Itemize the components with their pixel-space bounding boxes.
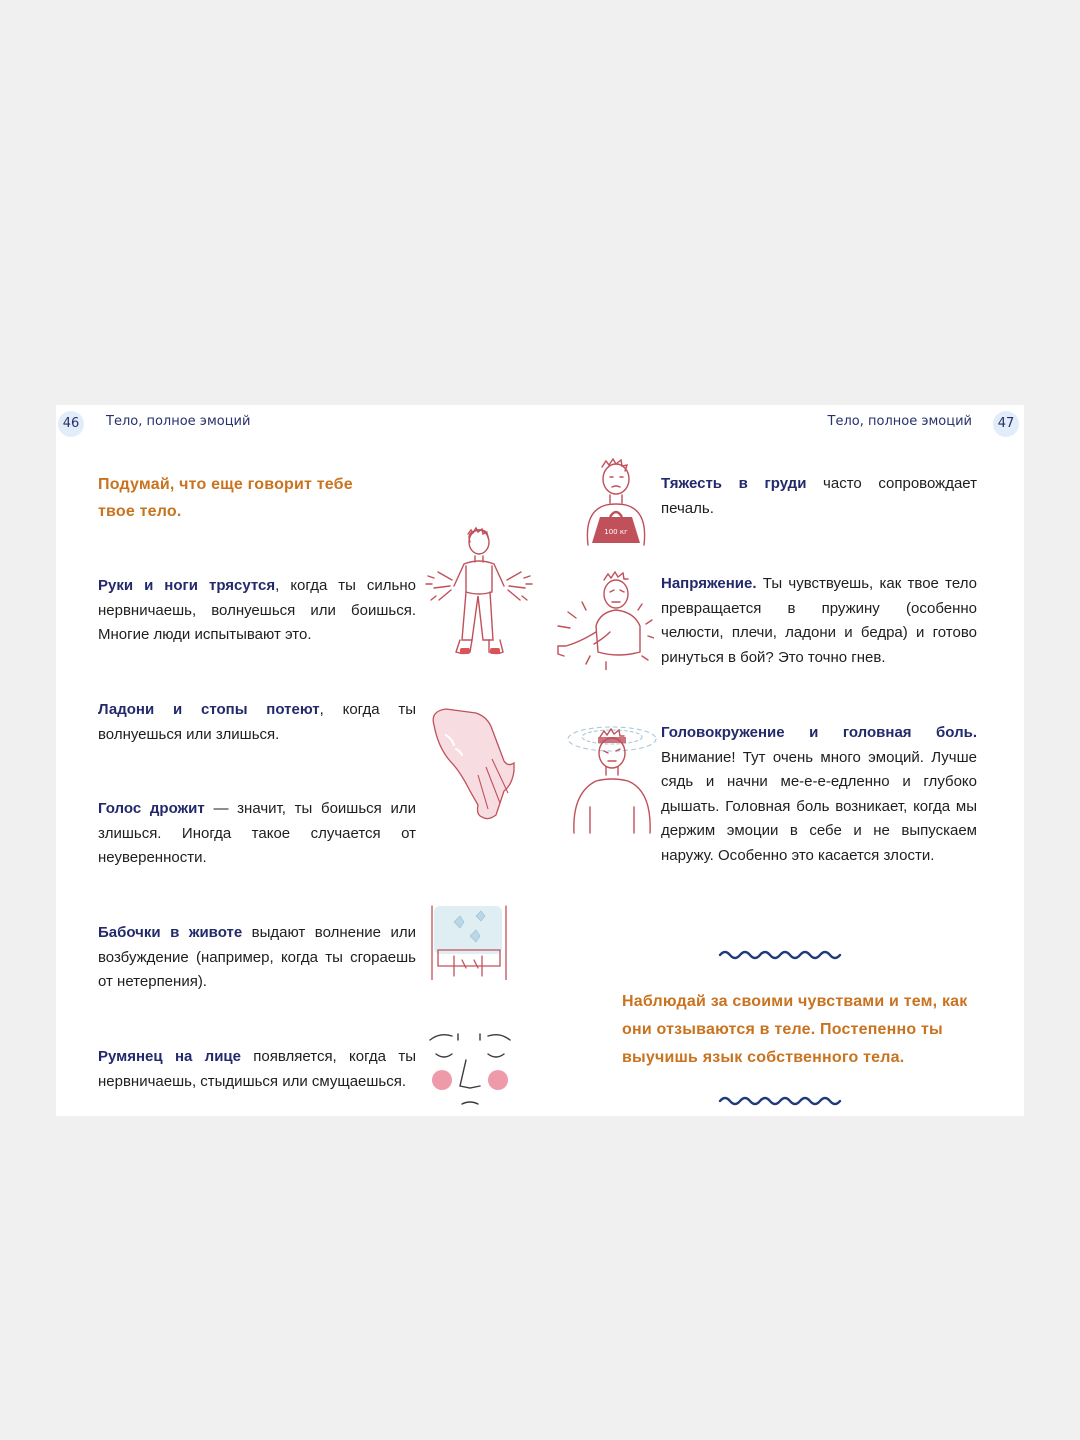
heavy-chest-illustration <box>570 455 662 551</box>
paragraph-sweating <box>98 698 416 747</box>
butterflies-belly-illustration <box>426 902 512 980</box>
text: Ты чувствуешь, как твое тело превращается в пружину (особенно челюсти, плечи, ладони и бедра) и готово ринуться в бой? Это точно гнев. <box>661 575 977 666</box>
term: Румянец на лице <box>98 1048 241 1065</box>
weight-label: 100 кг <box>604 528 628 536</box>
right-page-number: 47 <box>993 411 1019 437</box>
blushing-face-illustration <box>428 1030 518 1112</box>
wave-divider-top <box>718 948 846 962</box>
paragraph-tension <box>661 572 977 670</box>
text: часто сопровождает печаль. <box>661 475 977 517</box>
right-running-title: Тело, полное эмоций <box>827 414 972 429</box>
text: появляется, когда ты нервничаешь, стыдишься или смущаешься. <box>98 1048 416 1090</box>
paragraph-blush <box>98 1045 416 1094</box>
dizzy-figure-illustration <box>562 723 662 835</box>
term: Напряжение. <box>661 575 757 592</box>
text: — значит, ты боишься или злишься. Иногда такое случается от неуверенности. <box>98 800 416 866</box>
term: Тяжесть в груди <box>661 475 807 492</box>
left-page-number: 46 <box>58 411 84 437</box>
term: Головокружение и головная боль. <box>661 724 977 741</box>
term: Голос дрожит <box>98 800 205 817</box>
intro-heading: Подумай, что еще говорит тебе твое тело. <box>98 476 353 520</box>
term: Бабочки в животе <box>98 924 243 941</box>
paragraph-dizziness <box>661 721 977 868</box>
paragraph-shaking <box>98 574 416 648</box>
paragraph-chest <box>661 472 977 521</box>
term: Ладони и стопы потеют <box>98 701 320 718</box>
paragraph-butterflies <box>98 921 416 995</box>
term: Руки и ноги трясутся <box>98 577 276 594</box>
closing-text: Наблюдай за своими чувствами и тем, как они отзываются в теле. Постепенно ты выучишь язык собственного тела. <box>622 993 968 1066</box>
wave-divider-bottom <box>718 1094 846 1108</box>
text: , когда ты волнуешься или злишься. <box>98 701 416 743</box>
left-running-title: Тело, полное эмоций <box>106 414 251 429</box>
text: , когда ты сильно нервничаешь, волнуешься или боишься. Многие люди испытывают это. <box>98 577 416 643</box>
sweaty-hand-illustration <box>426 705 518 823</box>
tension-figure-illustration <box>550 570 654 670</box>
text: выдают волнение или возбуждение (например, когда ты сгораешь от нетерпения). <box>98 924 416 990</box>
shaking-figure-illustration <box>424 520 534 670</box>
book-spread <box>56 405 1024 1116</box>
paragraph-voice <box>98 797 416 871</box>
text: Внимание! Тут очень много эмоций. Лучше сядь и начни ме-е-е-едленно и глубоко дышать. Головная боль возникает, когда мы держим эмоции в себе и не выпускаем наружу. Особенно это касается злости. <box>661 748 977 864</box>
